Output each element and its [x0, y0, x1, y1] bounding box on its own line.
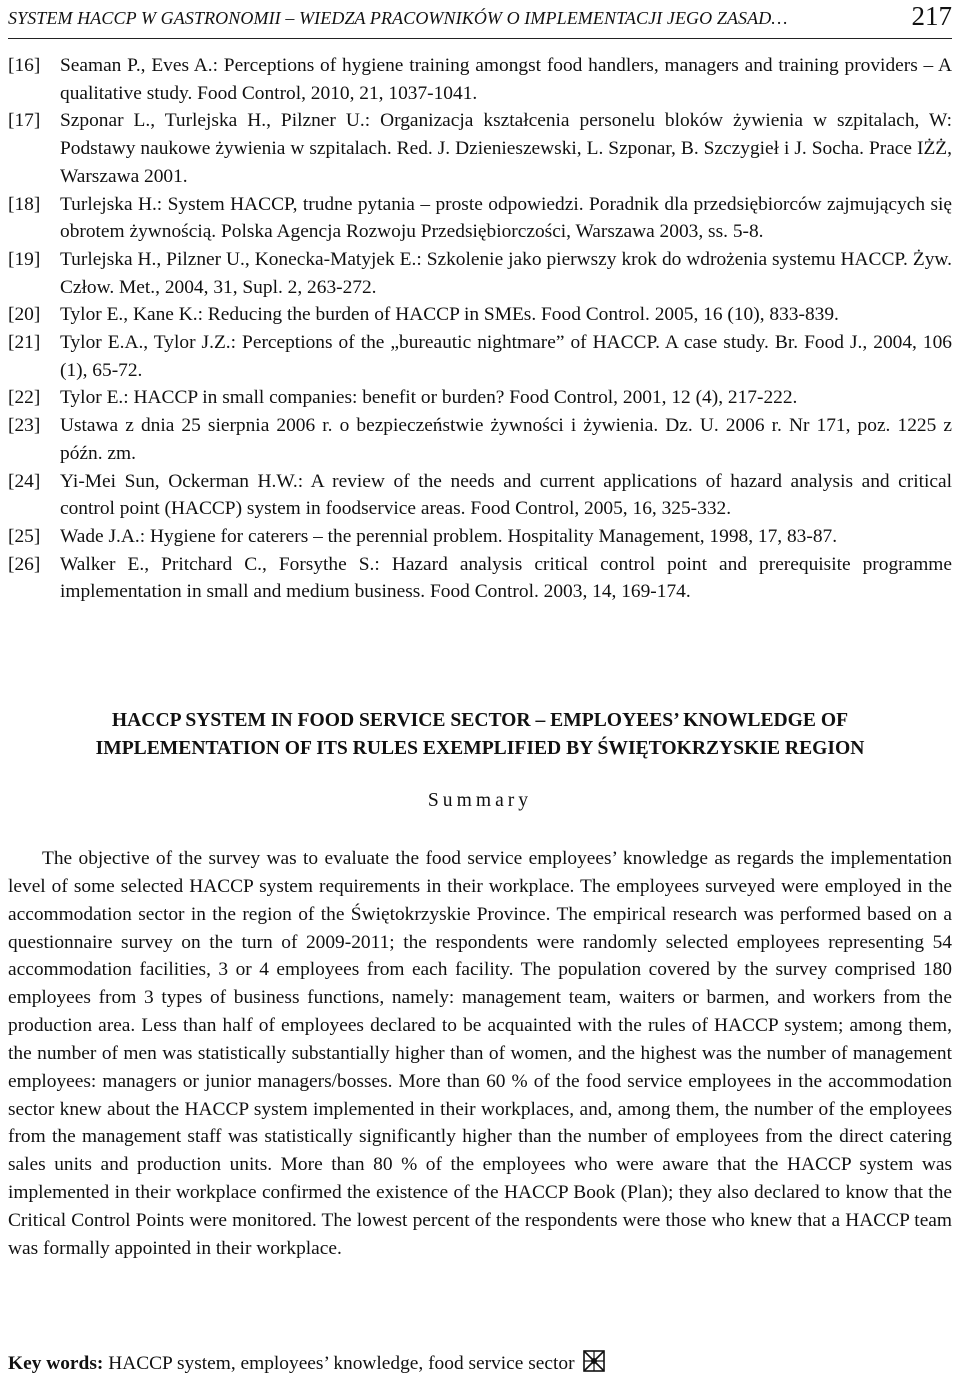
reference-text: Tylor E.: HACCP in small companies: benefit or burden? Food Control, 2001, 12 (4), 217-222. [60, 387, 798, 409]
reference-text: Walker E., Pritchard C., Forsythe S.: Hazard analysis critical control point and prerequisite programme implementation in small and medium business. Food Control. 2003, 14, 169-174. [60, 553, 952, 603]
running-title: SYSTEM HACCP W GASTRONOMII – WIEDZA PRACOWNIKÓW O IMPLEMENTACJI JEGO ZASAD… [8, 8, 788, 28]
reference-item [8, 384, 952, 412]
reference-number: [19] [8, 248, 41, 270]
reference-item [8, 468, 952, 523]
article-title-line: HACCP SYSTEM IN FOOD SERVICE SECTOR – EMPLOYEES’ KNOWLEDGE OF [111, 710, 849, 731]
page-number: 217 [911, 1, 952, 31]
reference-number: [25] [8, 525, 41, 547]
reference-text: Seaman P., Eves A.: Perceptions of hygiene training amongst food handlers, managers and training providers – A qualitative study. Food Control, 2010, 21, 1037-1041. [60, 55, 952, 104]
article-title [0, 707, 960, 762]
reference-item [8, 301, 952, 329]
reference-number: [23] [8, 415, 41, 437]
reference-text: Yi-Mei Sun, Ockerman H.W.: A review of the needs and current applications of hazard analysis and critical control point (HACCP) system in foodservice areas. Food Control, 2005, 16, 325-332. [60, 470, 952, 520]
keywords-line [8, 1350, 952, 1378]
reference-item [8, 246, 952, 301]
reference-item [8, 412, 952, 467]
keywords-text: HACCP system, employees’ knowledge, food service sector [108, 1353, 575, 1374]
reference-item [8, 551, 952, 606]
reference-text: Ustawa z dnia 25 sierpnia 2006 r. o bezpieczeństwie żywności i żywienia. Dz. U. 2006 r. Nr 171, poz. 1225 z późn. zm. [60, 415, 952, 464]
reference-text: Szponar L., Turlejska H., Pilzner U.: Organizacja kształcenia personelu bloków żywienia w szpitalach, W: Podstawy naukowe żywienia w szpitalach. Red. J. Dzienieszewski, L. Szponar, B. Szczygieł i J. Socha. Prace IŻŻ, Warszawa 2001. [60, 110, 952, 187]
reference-text: Wade J.A.: Hygiene for caterers – the perennial problem. Hospitality Management, 1998, 17, 83-87. [60, 525, 838, 547]
reference-text: Tylor E.A., Tylor J.Z.: Perceptions of the „bureautic nightmare” of HACCP. A case study. Br. Food J., 2004, 106 (1), 65-72. [60, 332, 952, 381]
reference-item [8, 329, 952, 384]
reference-number: [21] [8, 332, 41, 354]
reference-number: [26] [8, 553, 41, 575]
reference-number: [22] [8, 387, 41, 409]
running-header [8, 0, 952, 39]
reference-text: Tylor E., Kane K.: Reducing the burden of HACCP in SMEs. Food Control. 2005, 16 (10), 833-839. [60, 304, 839, 326]
reference-number: [20] [8, 304, 41, 326]
reference-text: Turlejska H.: System HACCP, trudne pytania – proste odpowiedzi. Poradnik dla przedsiębiorców zajmujących się obrotem żywnością. Polska Agencja Rozwoju Przedsiębiorczości, Warszawa 2003, ss. 5-8. [60, 193, 952, 243]
article-title-line: IMPLEMENTATION OF ITS RULES EXEMPLIFIED BY ŚWIĘTOKRZYSKIE REGION [95, 737, 865, 759]
summary-heading: Summary [427, 790, 533, 811]
reference-list [8, 52, 952, 606]
reference-item [8, 523, 952, 551]
reference-item [8, 191, 952, 246]
ornament-end-mark-icon [583, 1350, 605, 1378]
reference-item [8, 52, 952, 107]
abstract-text: The objective of the survey was to evaluate the food service employees’ knowledge as regards the implementation level of some selected HACCP system requirements in their workplace. The employees surveyed were employed in the accommodation sector in the region of the Świętokrzyskie Province. The empirical research was performed based on a questionnaire survey on the turn of 2009-2011; the respondents were randomly selected employees representing 54 accommodation facilities, 3 or 4 employees from each facility. The population covered by the survey comprised 180 employees from 3 types of business functions, namely: management team, waiters or barmen, and workers from the production area. Less than half of employees declared to be acquainted with the rules of HACCP system; among them, the number of men was statistically substantially higher than of women, and the highest was the number of management employees: managers or junior managers/bosses. More than 60 % of the food service employees in the accommodation sector knew about the HACCP system implemented in their workplaces, and, among them, the number of the employees from the management staff was statistically significantly higher than the number of employees from the direct catering sales units and production units. More than 80 % of the employees who were aware that the HACCP system was implemented in their workplace confirmed the existence of the HACCP Book (Plan); they also declared to know that the Critical Control Points were monitored. The lowest percent of the respondents were those who knew that a HACCP team was formally appointed in their workplace. [8, 848, 952, 1259]
reference-number: [18] [8, 193, 41, 215]
keywords-label: Key words: [8, 1353, 104, 1374]
reference-text: Turlejska H., Pilzner U., Konecka-Matyjek E.: Szkolenie jako pierwszy krok do wdrożenia systemu HACCP. Żyw. Człow. Met., 2004, 31, Supl. 2, 263-272. [60, 248, 952, 298]
reference-number: [16] [8, 55, 41, 76]
reference-number: [24] [8, 470, 41, 492]
reference-number: [17] [8, 110, 41, 132]
reference-item [8, 107, 952, 190]
